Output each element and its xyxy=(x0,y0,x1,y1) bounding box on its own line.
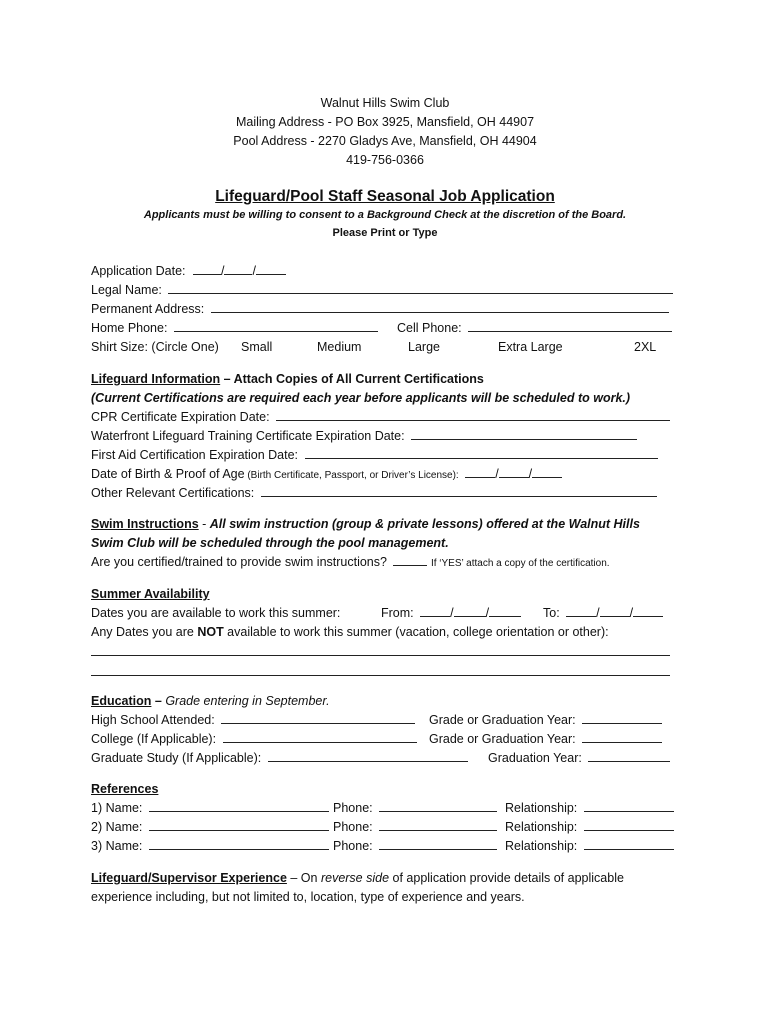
reference-phone-label: Phone: xyxy=(333,801,373,815)
graduate-field[interactable] xyxy=(268,749,468,762)
shirt-size-small[interactable]: Small xyxy=(241,340,273,354)
home-phone-row xyxy=(91,319,378,337)
to-day-field[interactable] xyxy=(600,604,630,617)
reference-row xyxy=(91,818,329,836)
reference-phone-label: Phone: xyxy=(333,820,373,834)
other-certs-row xyxy=(91,484,657,502)
reference-relationship-group xyxy=(505,818,674,836)
reference-3-phone-field[interactable] xyxy=(379,837,497,850)
experience-line1-rest: of application provide details of applicable xyxy=(389,871,624,885)
application-date-row: Application Date: / / xyxy=(91,262,286,280)
experience-dash: – On xyxy=(286,871,321,885)
availability-heading: Summer Availability xyxy=(91,587,210,601)
reference-relationship-label: Relationship: xyxy=(505,839,578,853)
unavailable-dates-line-2[interactable] xyxy=(91,663,670,676)
reference-1-name-field[interactable] xyxy=(149,799,329,812)
graduate-year-field[interactable] xyxy=(588,749,670,762)
reference-3-relationship-field[interactable] xyxy=(584,837,674,850)
shirt-size-extra-large[interactable]: Extra Large xyxy=(498,340,563,354)
dob-label: Date of Birth & Proof of Age xyxy=(91,467,245,481)
reference-relationship-group xyxy=(505,799,674,817)
cpr-row xyxy=(91,408,670,426)
permanent-address-label: Permanent Address: xyxy=(91,302,205,316)
lifeguard-section-heading xyxy=(91,370,484,388)
graduate-label: Graduate Study (If Applicable): xyxy=(91,751,262,765)
college-row xyxy=(91,730,417,748)
legal-name-field[interactable] xyxy=(168,281,673,294)
swim-note-line1: All swim instruction (group & private lessons) offered at the Walnut Hills xyxy=(209,517,640,531)
unavailable-pre: Any Dates you are xyxy=(91,625,198,639)
cell-phone-label: Cell Phone: xyxy=(397,321,462,335)
reference-relationship-label: Relationship: xyxy=(505,820,578,834)
reference-2-phone-field[interactable] xyxy=(379,818,497,831)
reference-phone-group xyxy=(333,799,497,817)
availability-dates-label: Dates you are available to work this summer: xyxy=(91,606,341,620)
permanent-address-row xyxy=(91,300,669,318)
reference-name-label: 2) Name: xyxy=(91,820,143,834)
reference-phone-label: Phone: xyxy=(333,839,373,853)
college-year-group xyxy=(429,730,662,748)
swim-certified-field[interactable] xyxy=(393,553,427,566)
swim-heading-dash: - xyxy=(198,517,210,531)
graduate-year-group xyxy=(488,749,670,767)
permanent-address-field[interactable] xyxy=(211,300,669,313)
shirt-size-medium[interactable]: Medium xyxy=(317,340,362,354)
cell-phone-row xyxy=(397,319,672,337)
waterfront-label: Waterfront Lifeguard Training Certificate Expiration Date: xyxy=(91,429,405,443)
cpr-expiration-field[interactable] xyxy=(276,408,670,421)
reference-name-label: 1) Name: xyxy=(91,801,143,815)
shirt-size-large[interactable]: Large xyxy=(408,340,440,354)
application-date-label: Application Date: xyxy=(91,264,186,278)
org-name: Walnut Hills Swim Club xyxy=(320,96,450,110)
first-aid-expiration-field[interactable] xyxy=(305,446,658,459)
reference-name-label: 3) Name: xyxy=(91,839,143,853)
background-check-notice: Applicants must be willing to consent to a Background Check at the discretion of the Board. xyxy=(143,209,627,221)
to-label: To: xyxy=(543,606,560,620)
lifeguard-heading-title: Lifeguard Information xyxy=(91,372,221,386)
swim-section-heading xyxy=(91,515,640,533)
unavailable-not: NOT xyxy=(197,625,224,639)
page-title: Lifeguard/Pool Staff Seasonal Job Application xyxy=(215,188,555,205)
other-certs-label: Other Relevant Certifications: xyxy=(91,486,255,500)
reference-row xyxy=(91,837,329,855)
college-year-field[interactable] xyxy=(582,730,662,743)
education-heading xyxy=(91,692,330,710)
dob-day-field[interactable] xyxy=(499,465,529,478)
reference-row xyxy=(91,799,329,817)
dob-note: (Birth Certificate, Passport, or Driver’s License): xyxy=(244,470,459,481)
shirt-size-label: Shirt Size: (Circle One) xyxy=(91,340,219,354)
reference-2-relationship-field[interactable] xyxy=(584,818,674,831)
references-heading: References xyxy=(91,782,159,796)
reference-1-phone-field[interactable] xyxy=(379,799,497,812)
to-year-field[interactable] xyxy=(633,604,663,617)
shirt-size-2xl[interactable]: 2XL xyxy=(634,340,657,354)
high-school-year-group xyxy=(429,711,662,729)
waterfront-row xyxy=(91,427,637,445)
experience-line2: experience including, but not limited to, location, type of experience and years. xyxy=(91,890,525,904)
college-label: College (If Applicable): xyxy=(91,732,217,746)
high-school-label: High School Attended: xyxy=(91,713,215,727)
waterfront-expiration-field[interactable] xyxy=(411,427,637,440)
other-certs-field[interactable] xyxy=(261,484,657,497)
home-phone-field[interactable] xyxy=(174,319,378,332)
swim-note-line2: Swim Club will be scheduled through the pool management. xyxy=(91,536,449,550)
swim-question-row xyxy=(91,553,610,573)
home-phone-label: Home Phone: xyxy=(91,321,168,335)
mailing-address: Mailing Address - PO Box 3925, Mansfield, OH 44907 xyxy=(235,115,535,129)
app-date-month-field[interactable] xyxy=(193,262,221,275)
reference-1-relationship-field[interactable] xyxy=(584,799,674,812)
reference-relationship-group xyxy=(505,837,674,855)
certifications-required-note: (Current Certifications are required each year before applicants will be scheduled to work.) xyxy=(91,391,631,405)
unavailable-dates-line-1[interactable] xyxy=(91,643,670,656)
lifeguard-heading-rest: – Attach Copies of All Current Certifications xyxy=(220,372,484,386)
from-month-field[interactable] xyxy=(420,604,450,617)
app-date-day-field[interactable] xyxy=(224,262,252,275)
experience-heading: Lifeguard/Supervisor Experience xyxy=(91,871,287,885)
reference-phone-group xyxy=(333,837,497,855)
app-date-year-field[interactable] xyxy=(256,262,286,275)
from-day-field[interactable] xyxy=(454,604,486,617)
to-month-field[interactable] xyxy=(566,604,596,617)
availability-dates-row xyxy=(91,604,340,622)
dob-month-field[interactable] xyxy=(465,465,495,478)
college-year-label: Grade or Graduation Year: xyxy=(429,732,576,746)
swim-heading-title: Swim Instructions xyxy=(91,517,199,531)
unavailable-dates-question xyxy=(91,623,609,641)
unavailable-post: available to work this summer (vacation, college orientation or other): xyxy=(223,625,609,639)
experience-reverse-side: reverse side xyxy=(320,871,390,885)
cell-phone-field[interactable] xyxy=(468,319,672,332)
graduate-row xyxy=(91,749,468,767)
education-heading-note: Grade entering in September. xyxy=(165,694,330,708)
swim-question: Are you certified/trained to provide swim instructions? xyxy=(91,555,387,569)
reference-3-name-field[interactable] xyxy=(149,837,329,850)
high-school-row xyxy=(91,711,415,729)
high-school-year-field[interactable] xyxy=(582,711,662,724)
org-phone: 419-756-0366 xyxy=(346,153,424,167)
from-label: From: xyxy=(381,606,414,620)
high-school-field[interactable] xyxy=(221,711,415,724)
availability-to-group: To: / / xyxy=(543,604,663,622)
cpr-label: CPR Certificate Expiration Date: xyxy=(91,410,270,424)
legal-name-row xyxy=(91,281,673,299)
dob-year-field[interactable] xyxy=(532,465,562,478)
education-heading-title: Education xyxy=(91,694,152,708)
first-aid-label: First Aid Certification Expiration Date: xyxy=(91,448,299,462)
college-field[interactable] xyxy=(223,730,417,743)
legal-name-label: Legal Name: xyxy=(91,283,162,297)
high-school-year-label: Grade or Graduation Year: xyxy=(429,713,576,727)
reference-phone-group xyxy=(333,818,497,836)
availability-from-group: From: / / xyxy=(381,604,521,622)
reference-2-name-field[interactable] xyxy=(149,818,329,831)
experience-section xyxy=(91,869,624,887)
from-year-field[interactable] xyxy=(489,604,521,617)
dob-row: Date of Birth & Proof of Age (Birth Certificate, Passport, or Driver’s License): / / xyxy=(91,465,562,485)
swim-question-note: If ‘YES’ attach a copy of the certification. xyxy=(430,558,610,569)
pool-address: Pool Address - 2270 Gladys Ave, Mansfield, OH 44904 xyxy=(233,134,537,148)
first-aid-row xyxy=(91,446,658,464)
print-note: Please Print or Type xyxy=(332,227,438,239)
education-heading-dash: – xyxy=(151,694,166,708)
graduate-year-label: Graduation Year: xyxy=(488,751,582,765)
reference-relationship-label: Relationship: xyxy=(505,801,578,815)
